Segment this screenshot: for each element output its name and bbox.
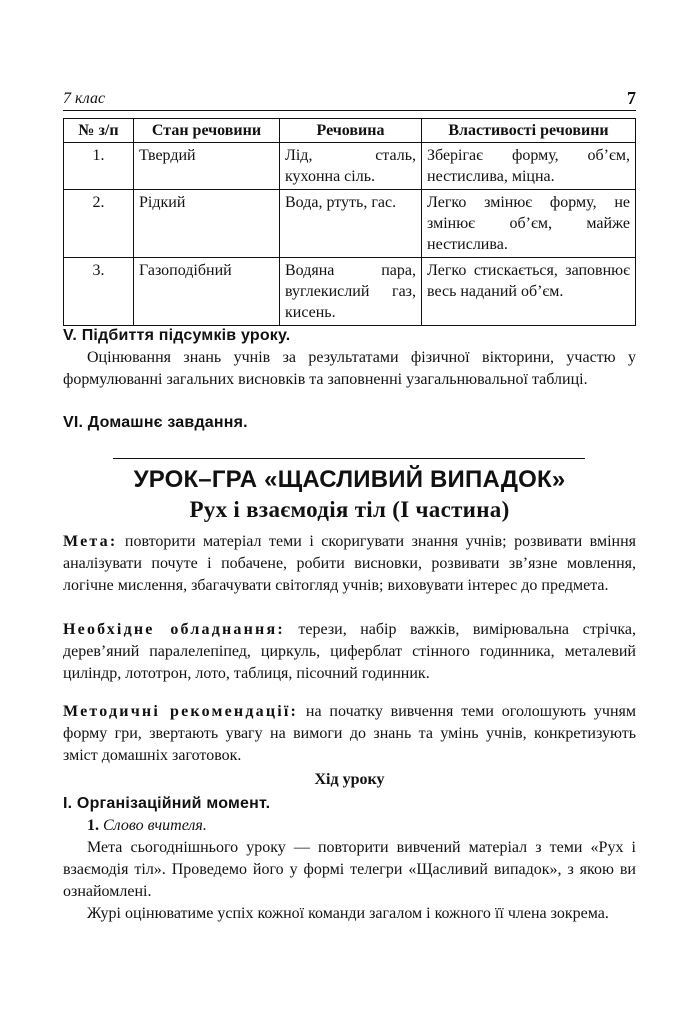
lesson-subtitle: Рух і взаємодія тіл (I частина) (189, 497, 510, 522)
item-title: Слово вчителя. (103, 817, 207, 834)
row-number: 1. (64, 143, 134, 190)
row-state: Твердий (134, 143, 280, 190)
row-properties: Зберігає форму, об’єм, нестислива, міцна. (422, 143, 636, 190)
course-heading: Хід уроку (314, 771, 385, 788)
section-1-paragraph-2: Журі оцінюватиме успіх кожної команди загалом і кожного її члена зокрема. (87, 905, 609, 922)
section-1-paragraph-1: Мета сьогоднішнього уроку — повторити вивчений матеріал з теми «Рух і взаємодія тіл». Проведемо його у формі телегри «Щасливий випадок», з якою ви ознайомлені. (63, 839, 636, 900)
row-state: Рідкий (134, 190, 280, 258)
section-6-heading: VI. Домашнє завдання. (63, 414, 248, 431)
equipment-label: Необхідне обладнання: (63, 621, 285, 638)
row-state: Газоподібний (134, 258, 280, 326)
lesson-equipment (63, 619, 636, 685)
table-header-row (64, 119, 636, 143)
recommendations-text: на початку вивчення теми оголошують учням форму гри, звертають увагу на вимоги до знань та умінь учнів, конкретизують зміст домашніх заготовок. (63, 703, 637, 764)
lesson-recommendations (63, 701, 636, 767)
section-1-item (63, 815, 636, 837)
row-properties: Легко стискається, заповнює весь наданий об’єм. (422, 258, 636, 326)
page-header (63, 88, 636, 111)
page-number: 7 (627, 88, 636, 108)
row-substance: Водяна пара, вуглекислий газ, кисень. (280, 258, 422, 326)
table-row (64, 258, 636, 326)
goal-text: повторити матеріал теми і скоригувати знання учнів; розвивати вміння аналізувати почуте і побачене, робити висновки, розвивати зв’язне мовлення, логічне мислення, збагачувати світогляд учнів; виховувати інтерес до предмета. (63, 533, 637, 594)
table-row (64, 143, 636, 190)
lesson-title: УРОК–ГРА «ЩАСЛИВИЙ ВИПАДОК» (133, 466, 566, 493)
substance-states-table (63, 118, 636, 326)
item-number: 1. (87, 817, 99, 834)
section-5-text: Оцінювання знань учнів за результатами фізичної вікторини, участю у формулюванні загальних висновків та заповненні узагальнювальної таблиці. (63, 349, 636, 388)
goal-label: Мета: (63, 533, 118, 550)
row-number: 2. (64, 190, 134, 258)
row-substance: Вода, ртуть, гас. (280, 190, 422, 258)
row-properties: Легко змінює форму, не змінює об’єм, майже нестислива. (422, 190, 636, 258)
lesson-goal (63, 531, 636, 597)
column-header-properties: Властивості речовини (422, 119, 636, 143)
title-divider (113, 458, 585, 459)
grade-label: 7 клас (63, 90, 106, 107)
equipment-text: терези, набір важків, вимірювальна стрічка, дерев’яний паралелепіпед, циркуль, циферблат стінного годинника, металевий циліндр, лототрон, лото, таблиця, пісочний годинник. (63, 621, 637, 682)
column-header-state: Стан речовини (134, 119, 280, 143)
section-1-heading: I. Організаційний момент. (63, 795, 271, 812)
column-header-substance: Речовина (280, 119, 422, 143)
row-number: 3. (64, 258, 134, 326)
recommendations-label: Методичні рекомендації: (63, 703, 299, 720)
table-row (64, 190, 636, 258)
row-substance: Лід, сталь, кухонна сіль. (280, 143, 422, 190)
column-header-number: № з/п (64, 119, 134, 143)
section-5-heading: V. Підбиття підсумків уроку. (63, 327, 291, 344)
